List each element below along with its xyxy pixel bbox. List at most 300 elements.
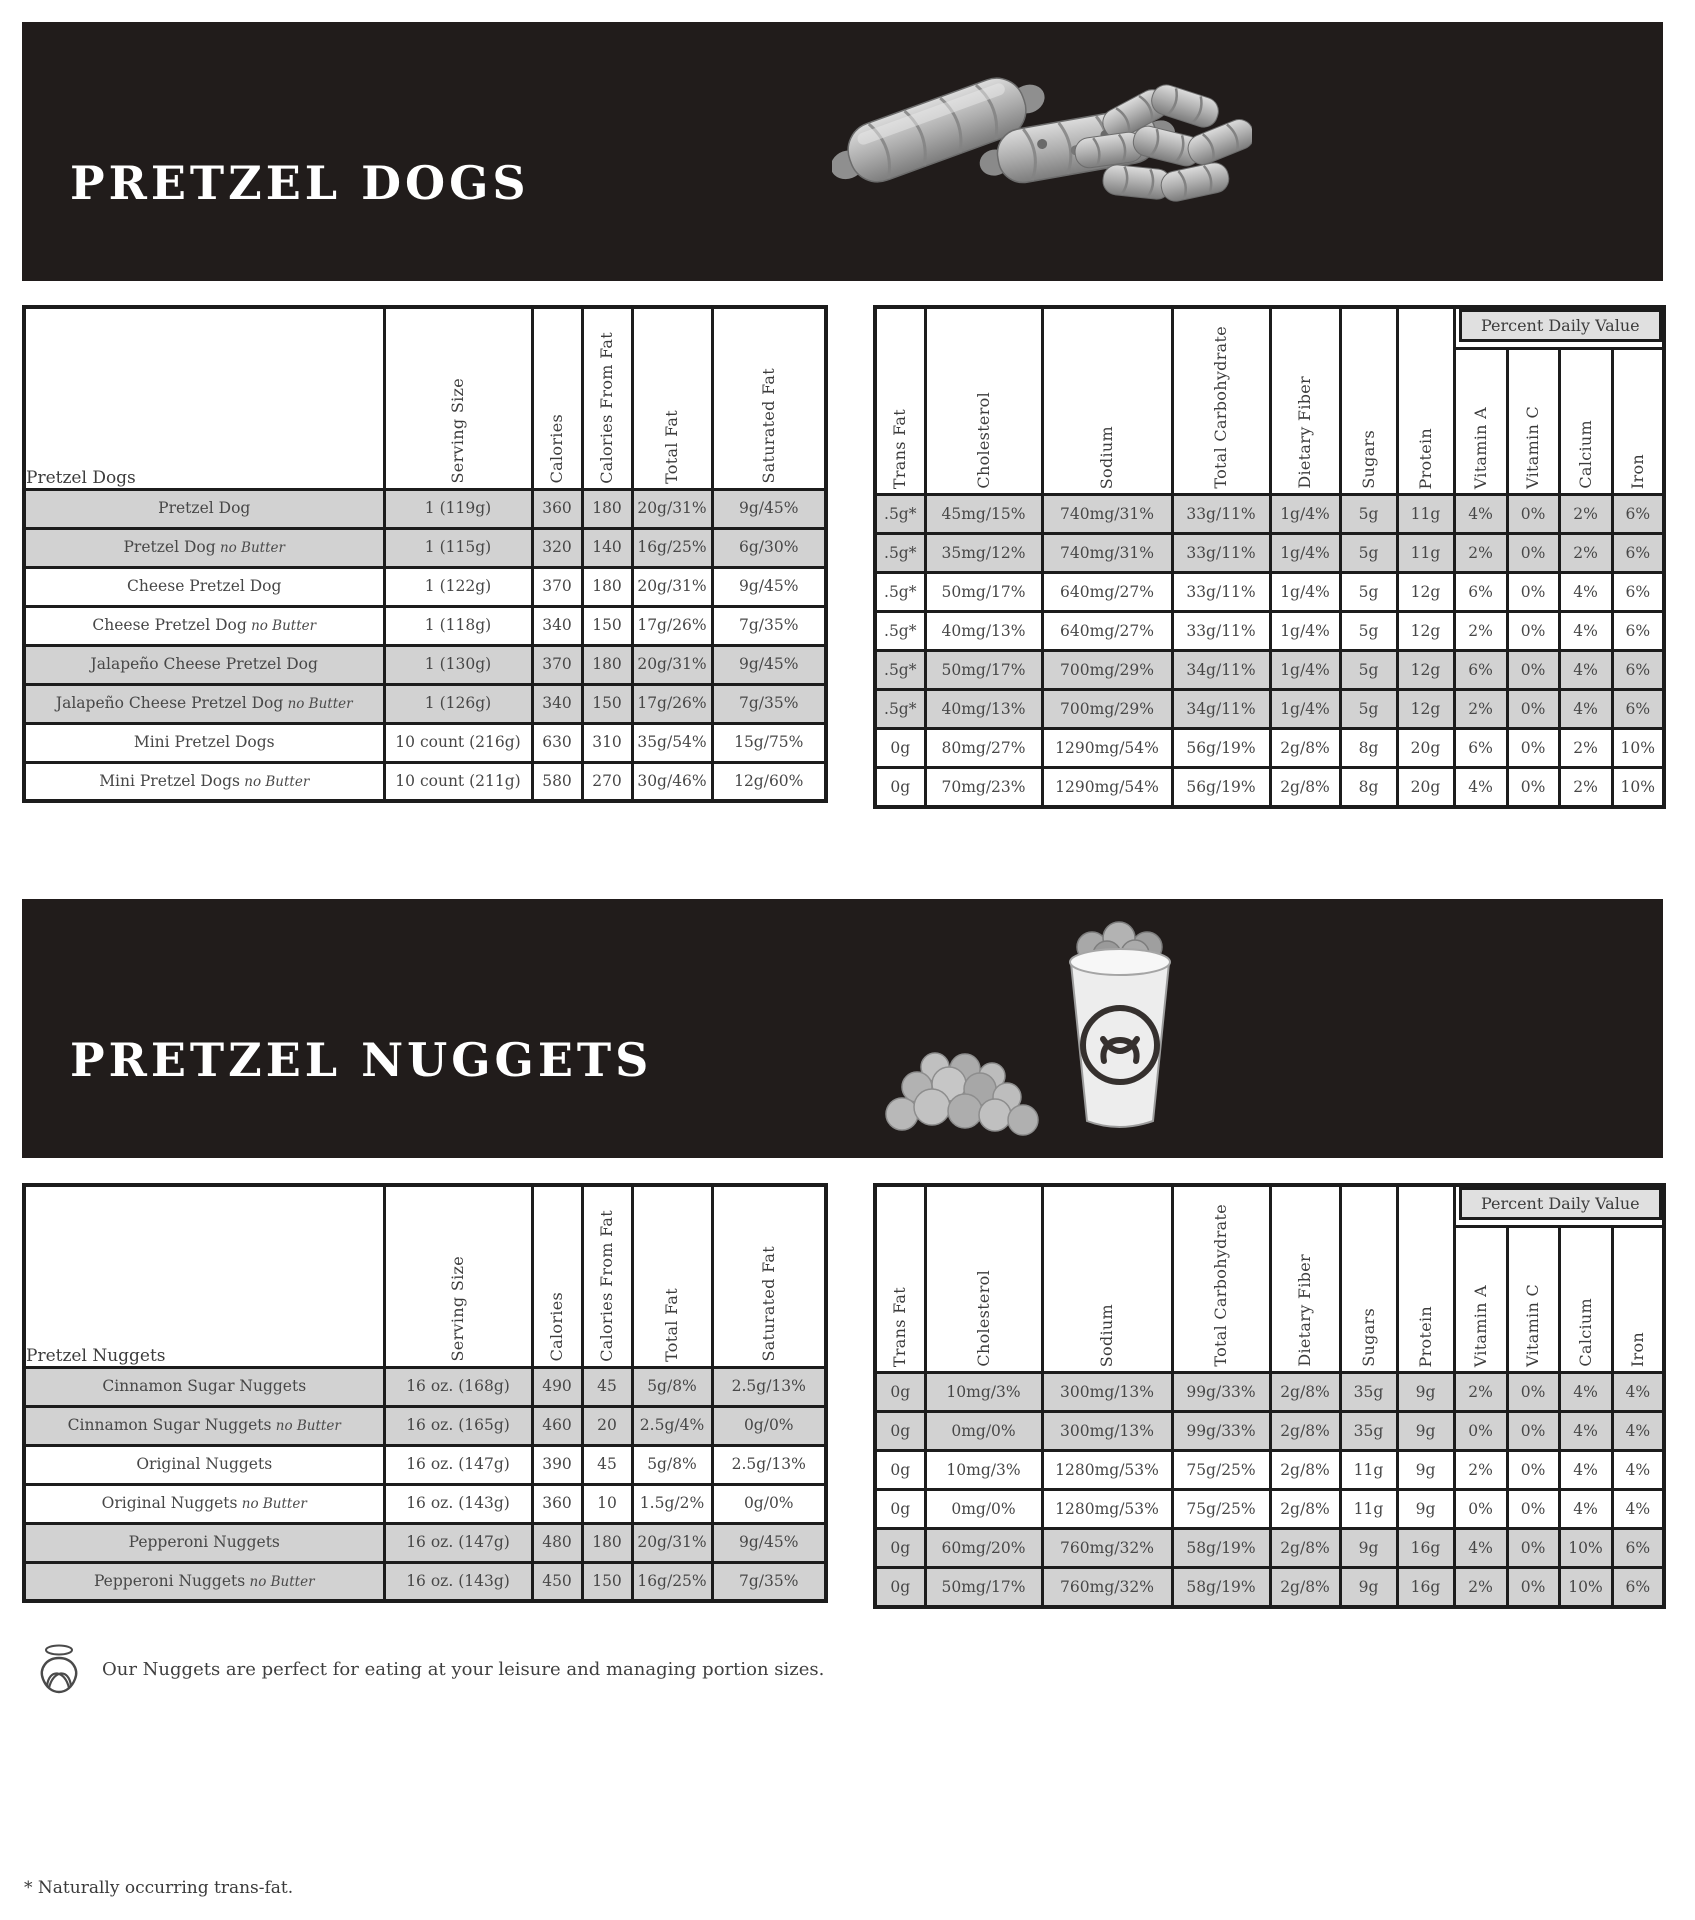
table-row [24,645,826,684]
table-row [875,1568,1664,1607]
col-header-sugars: Sugars [1340,1185,1397,1373]
item-name-cell [24,567,384,606]
value-cell: 20g/31% [632,1523,712,1562]
table-row [24,1562,826,1601]
pretzel-dogs-title: PRETZEL DOGS [70,156,530,210]
value-cell: .5g* [875,651,925,690]
value-cell: 70mg/23% [925,768,1042,807]
col-header-serving-size: Serving Size [384,1185,532,1367]
value-cell: 360 [532,1484,582,1523]
item-name: Cheese Pretzel Dog [92,616,247,635]
value-cell: 360 [532,489,582,528]
value-cell: 0% [1507,1451,1559,1490]
value-cell: 310 [582,723,632,762]
value-cell: 8g [1340,729,1397,768]
value-cell: 10% [1559,1568,1612,1607]
item-name-cell [24,723,384,762]
value-cell: 33g/11% [1172,495,1270,534]
pretzel-nuggets-banner [22,899,1663,1158]
col-header-calories-from-fat: Calories From Fat [582,1185,632,1367]
value-cell: 7g/35% [712,1562,826,1601]
value-cell: 33g/11% [1172,612,1270,651]
value-cell: 0g [875,729,925,768]
value-cell: 58g/19% [1172,1529,1270,1568]
value-cell: 6% [1454,651,1507,690]
value-cell: 10 [582,1484,632,1523]
value-cell: 35g/54% [632,723,712,762]
value-cell: 45 [582,1445,632,1484]
value-cell: 1.5g/2% [632,1484,712,1523]
table-row [875,612,1664,651]
col-header-total-fat: Total Fat [632,1185,712,1367]
item-name: Pretzel Dog [158,499,251,518]
value-cell: 4% [1559,651,1612,690]
value-cell: 4% [1454,495,1507,534]
col-header-vitamin-c: Vitamin C [1507,1227,1559,1373]
value-cell: 760mg/32% [1042,1529,1172,1568]
value-cell: 16g [1397,1529,1454,1568]
table-row [875,1490,1664,1529]
col-header-iron: Iron [1612,349,1664,495]
value-cell: 6g/30% [712,528,826,567]
col-header-sodium: Sodium [1042,1185,1172,1373]
value-cell: 5g [1340,690,1397,729]
table-row [24,1445,826,1484]
value-cell: 20g/31% [632,645,712,684]
item-name-cell [24,1406,384,1445]
value-cell: 9g/45% [712,645,826,684]
value-cell: 12g/60% [712,762,826,801]
value-cell: 180 [582,567,632,606]
value-cell: 8g [1340,768,1397,807]
table-corner-label: Pretzel Nuggets [24,1185,384,1367]
value-cell: 33g/11% [1172,534,1270,573]
header-row [24,307,826,489]
trans-fat-footnote: * Naturally occurring trans-fat. [24,1878,294,1898]
value-cell: 340 [532,606,582,645]
pretzel-nuggets-macros-table [22,1183,828,1603]
value-cell: 9g/45% [712,489,826,528]
value-cell: 16g/25% [632,1562,712,1601]
value-cell: 10mg/3% [925,1451,1042,1490]
value-cell: 16 oz. (147g) [384,1445,532,1484]
col-header-total-carbohydrate: Total Carbohydrate [1172,307,1270,495]
item-name-cell [24,528,384,567]
value-cell: 11g [1340,1451,1397,1490]
value-cell: 2% [1454,1568,1507,1607]
table-row [24,567,826,606]
value-cell: 480 [532,1523,582,1562]
value-cell: 2% [1454,690,1507,729]
percent-daily-value-header: Percent Daily Value [1454,307,1664,349]
value-cell: 4% [1612,1373,1664,1412]
value-cell: 12g [1397,612,1454,651]
value-cell: 50mg/17% [925,573,1042,612]
value-cell: 4% [1612,1412,1664,1451]
nuggets-note [36,1642,824,1696]
value-cell: 20g/31% [632,567,712,606]
value-cell: 6% [1454,573,1507,612]
value-cell: 0% [1507,768,1559,807]
value-cell: 1290mg/54% [1042,729,1172,768]
value-cell: 6% [1612,612,1664,651]
item-name: Jalapeño Cheese Pretzel Dog [55,694,284,713]
value-cell: 9g [1397,1412,1454,1451]
value-cell: 4% [1559,690,1612,729]
value-cell: 45mg/15% [925,495,1042,534]
value-cell: 9g [1340,1568,1397,1607]
item-name: Cheese Pretzel Dog [127,577,282,596]
col-header-sodium: Sodium [1042,307,1172,495]
value-cell: 390 [532,1445,582,1484]
value-cell: 1 (115g) [384,528,532,567]
value-cell: 0% [1507,1568,1559,1607]
value-cell: 1g/4% [1270,612,1340,651]
value-cell: 370 [532,645,582,684]
value-cell: 4% [1612,1451,1664,1490]
value-cell: 1 (122g) [384,567,532,606]
value-cell: 11g [1397,495,1454,534]
value-cell: 5g [1340,651,1397,690]
value-cell: 2g/8% [1270,1490,1340,1529]
col-header-total-carbohydrate: Total Carbohydrate [1172,1185,1270,1373]
value-cell: 11g [1397,534,1454,573]
table-row [875,495,1664,534]
value-cell: 4% [1559,1451,1612,1490]
item-name: Original Nuggets [136,1455,273,1474]
value-cell: .5g* [875,573,925,612]
value-cell: 10mg/3% [925,1373,1042,1412]
value-cell: 60mg/20% [925,1529,1042,1568]
table-row [24,723,826,762]
value-cell: 0g [875,1490,925,1529]
value-cell: 460 [532,1406,582,1445]
value-cell: 2% [1454,1373,1507,1412]
value-cell: 0% [1454,1490,1507,1529]
value-cell: 2.5g/13% [712,1367,826,1406]
value-cell: 6% [1612,690,1664,729]
value-cell: 0g [875,1568,925,1607]
value-cell: 0g [875,1529,925,1568]
value-cell: 9g/45% [712,1523,826,1562]
value-cell: 0% [1507,729,1559,768]
col-header-calories-from-fat: Calories From Fat [582,307,632,489]
value-cell: 2% [1559,495,1612,534]
col-header-vitamin-a: Vitamin A [1454,1227,1507,1373]
table-row [875,1412,1664,1451]
header-row [24,1185,826,1367]
table-row [24,1367,826,1406]
value-cell: 6% [1612,1568,1664,1607]
value-cell: 33g/11% [1172,573,1270,612]
value-cell: 5g/8% [632,1445,712,1484]
value-cell: 20 [582,1406,632,1445]
col-header-trans-fat: Trans Fat [875,307,925,495]
value-cell: 0% [1507,1373,1559,1412]
value-cell: 75g/25% [1172,1451,1270,1490]
value-cell: 30g/46% [632,762,712,801]
value-cell: 0% [1507,1529,1559,1568]
col-header-protein: Protein [1397,1185,1454,1373]
value-cell: 640mg/27% [1042,612,1172,651]
table-corner-label: Pretzel Dogs [24,307,384,489]
value-cell: 300mg/13% [1042,1412,1172,1451]
item-name-suffix: no Butter [237,1496,307,1513]
value-cell: 10 count (211g) [384,762,532,801]
table-row [875,651,1664,690]
value-cell: 2% [1559,768,1612,807]
value-cell: 40mg/13% [925,690,1042,729]
value-cell: 2g/8% [1270,1373,1340,1412]
item-name-cell [24,684,384,723]
item-name: Cinnamon Sugar Nuggets [102,1377,307,1396]
value-cell: 580 [532,762,582,801]
value-cell: 56g/19% [1172,768,1270,807]
value-cell: 740mg/31% [1042,534,1172,573]
header-row [875,307,1664,349]
value-cell: 1g/4% [1270,651,1340,690]
value-cell: 1g/4% [1270,534,1340,573]
item-name: Pretzel Dog [123,538,216,557]
table-row [875,1529,1664,1568]
value-cell: 35g [1340,1412,1397,1451]
value-cell: 150 [582,1562,632,1601]
value-cell: 270 [582,762,632,801]
value-cell: 34g/11% [1172,651,1270,690]
value-cell: 0% [1507,690,1559,729]
value-cell: 7g/35% [712,684,826,723]
table-row [24,489,826,528]
value-cell: 2% [1559,729,1612,768]
value-cell: 0% [1507,612,1559,651]
value-cell: 0g [875,1412,925,1451]
value-cell: 180 [582,645,632,684]
table-row [875,690,1664,729]
item-name-suffix: no Butter [283,696,353,713]
col-header-calories: Calories [532,307,582,489]
value-cell: 0g [875,1451,925,1490]
value-cell: .5g* [875,690,925,729]
value-cell: 75g/25% [1172,1490,1270,1529]
value-cell: 1 (126g) [384,684,532,723]
col-header-protein: Protein [1397,307,1454,495]
value-cell: 370 [532,567,582,606]
value-cell: 0mg/0% [925,1412,1042,1451]
value-cell: 490 [532,1367,582,1406]
col-header-saturated-fat: Saturated Fat [712,307,826,489]
value-cell: 16 oz. (147g) [384,1523,532,1562]
col-header-cholesterol: Cholesterol [925,1185,1042,1373]
value-cell: 1280mg/53% [1042,1451,1172,1490]
item-name-cell [24,606,384,645]
col-header-total-fat: Total Fat [632,307,712,489]
value-cell: 300mg/13% [1042,1373,1172,1412]
value-cell: 9g [1340,1529,1397,1568]
col-header-calcium: Calcium [1559,1227,1612,1373]
value-cell: 0% [1507,1490,1559,1529]
value-cell: 4% [1559,612,1612,651]
value-cell: 6% [1612,1529,1664,1568]
value-cell: 16 oz. (143g) [384,1562,532,1601]
item-name-suffix: no Butter [245,1574,315,1591]
value-cell: 58g/19% [1172,1568,1270,1607]
item-name-cell [24,1367,384,1406]
table-row [875,1451,1664,1490]
value-cell: 50mg/17% [925,651,1042,690]
value-cell: 320 [532,528,582,567]
value-cell: 1290mg/54% [1042,768,1172,807]
value-cell: 0% [1507,534,1559,573]
table-row [875,573,1664,612]
value-cell: 1280mg/53% [1042,1490,1172,1529]
pretzel-nuggets-photo [877,909,1207,1149]
value-cell: 7g/35% [712,606,826,645]
value-cell: 0g/0% [712,1406,826,1445]
value-cell: 6% [1454,729,1507,768]
value-cell: 12g [1397,690,1454,729]
value-cell: 16 oz. (168g) [384,1367,532,1406]
col-header-saturated-fat: Saturated Fat [712,1185,826,1367]
value-cell: 99g/33% [1172,1373,1270,1412]
value-cell: 0% [1507,1412,1559,1451]
value-cell: 10 count (216g) [384,723,532,762]
item-name-cell [24,1523,384,1562]
item-name: Mini Pretzel Dogs [99,772,240,791]
item-name: Pepperoni Nuggets [128,1533,280,1552]
value-cell: 10% [1559,1529,1612,1568]
value-cell: 150 [582,684,632,723]
value-cell: 2g/8% [1270,768,1340,807]
value-cell: 0% [1507,573,1559,612]
value-cell: 6% [1612,534,1664,573]
value-cell: 0% [1454,1412,1507,1451]
value-cell: 1g/4% [1270,573,1340,612]
pretzel-dogs-photo [832,44,1252,244]
value-cell: 2.5g/13% [712,1445,826,1484]
value-cell: 700mg/29% [1042,690,1172,729]
value-cell: .5g* [875,495,925,534]
value-cell: 5g/8% [632,1367,712,1406]
pretzel-dogs-macros-table [22,305,828,803]
value-cell: 1 (118g) [384,606,532,645]
value-cell: 5g [1340,534,1397,573]
item-name: Pepperoni Nuggets [93,1572,246,1591]
value-cell: 17g/26% [632,684,712,723]
value-cell: 15g/75% [712,723,826,762]
value-cell: 20g [1397,729,1454,768]
value-cell: 6% [1612,573,1664,612]
value-cell: 10% [1612,768,1664,807]
item-name: Original Nuggets [101,1494,238,1513]
value-cell: 0% [1507,495,1559,534]
value-cell: 1 (119g) [384,489,532,528]
table-row [875,1373,1664,1412]
col-header-cholesterol: Cholesterol [925,307,1042,495]
table-row [24,1484,826,1523]
table-row [24,684,826,723]
value-cell: 10% [1612,729,1664,768]
item-name: Mini Pretzel Dogs [133,733,275,752]
value-cell: 180 [582,489,632,528]
value-cell: 4% [1559,573,1612,612]
value-cell: 6% [1612,651,1664,690]
value-cell: .5g* [875,534,925,573]
value-cell: 35g [1340,1373,1397,1412]
col-header-calories: Calories [532,1185,582,1367]
item-name-suffix: no Butter [215,540,285,557]
value-cell: 16g [1397,1568,1454,1607]
value-cell: 12g [1397,651,1454,690]
value-cell: 35mg/12% [925,534,1042,573]
pretzel-dogs-micros-table [873,305,1666,809]
value-cell: 11g [1340,1490,1397,1529]
value-cell: 9g/45% [712,567,826,606]
col-header-iron: Iron [1612,1227,1664,1373]
value-cell: 140 [582,528,632,567]
item-name-cell [24,1445,384,1484]
value-cell: 20g/31% [632,489,712,528]
value-cell: 2% [1454,612,1507,651]
value-cell: 760mg/32% [1042,1568,1172,1607]
value-cell: 9g [1397,1451,1454,1490]
value-cell: 45 [582,1367,632,1406]
col-header-vitamin-c: Vitamin C [1507,349,1559,495]
value-cell: 16 oz. (143g) [384,1484,532,1523]
item-name-cell [24,762,384,801]
value-cell: 180 [582,1523,632,1562]
value-cell: 2% [1454,1451,1507,1490]
value-cell: 700mg/29% [1042,651,1172,690]
header-row [875,1185,1664,1227]
value-cell: 4% [1559,1373,1612,1412]
value-cell: 450 [532,1562,582,1601]
value-cell: 9g [1397,1373,1454,1412]
value-cell: 640mg/27% [1042,573,1172,612]
table-row [24,1406,826,1445]
pretzel-halo-icon [36,1642,82,1696]
percent-daily-value-header: Percent Daily Value [1454,1185,1664,1227]
value-cell: 6% [1612,495,1664,534]
value-cell: 4% [1454,768,1507,807]
value-cell: 340 [532,684,582,723]
value-cell: 2% [1454,534,1507,573]
col-header-sugars: Sugars [1340,307,1397,495]
item-name-cell [24,1484,384,1523]
table-row [24,528,826,567]
value-cell: 2g/8% [1270,1568,1340,1607]
value-cell: 16g/25% [632,528,712,567]
value-cell: 2g/8% [1270,729,1340,768]
value-cell: 5g [1340,495,1397,534]
value-cell: 16 oz. (165g) [384,1406,532,1445]
value-cell: 2% [1559,534,1612,573]
table-row [24,762,826,801]
value-cell: 2g/8% [1270,1451,1340,1490]
value-cell: 4% [1559,1490,1612,1529]
value-cell: 0mg/0% [925,1490,1042,1529]
value-cell: 40mg/13% [925,612,1042,651]
col-header-dietary-fiber: Dietary Fiber [1270,1185,1340,1373]
value-cell: 0g/0% [712,1484,826,1523]
value-cell: 2g/8% [1270,1412,1340,1451]
value-cell: 0g [875,1373,925,1412]
value-cell: 56g/19% [1172,729,1270,768]
value-cell: 630 [532,723,582,762]
value-cell: 2g/8% [1270,1529,1340,1568]
value-cell: 99g/33% [1172,1412,1270,1451]
value-cell: 4% [1454,1529,1507,1568]
item-name-suffix: no Butter [271,1418,341,1435]
